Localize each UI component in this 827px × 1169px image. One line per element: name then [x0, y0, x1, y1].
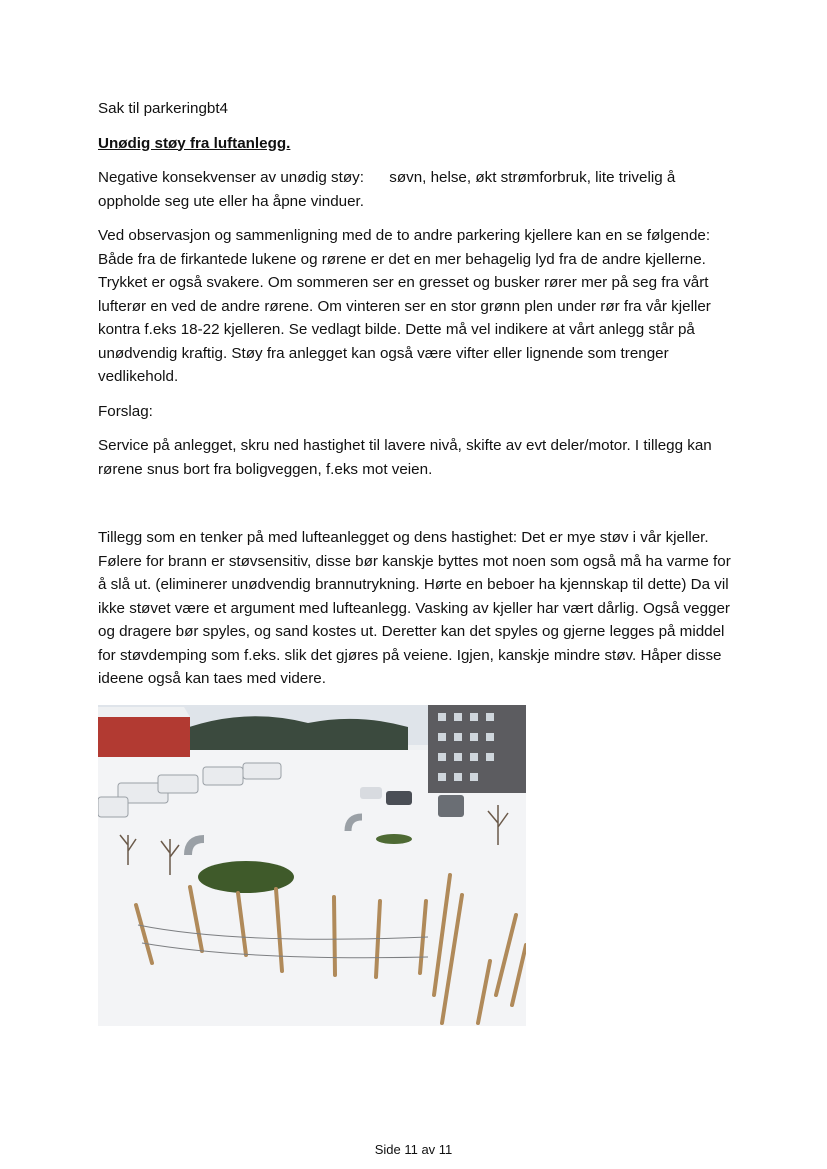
paragraph-observation: Ved observasjon og sammenligning med de to andre parkering kjellere kan en se følgende: Både fra de firkantede lukene og rørene er det en mer behagelig lyd fra de andre kjellerne. Trykket er også svakere. Om sommeren ser en gresset og busker rører mer på seg fra vårt lufterør en ved de andre rørene. Om vinteren ser en stor grønn plen under rør fra vår kjeller kontra f.eks 18-22 kjelleren. Se vedlagt bilde. Dette må vel indikere at vårt anlegg står på unødvendig kraftig. Støy fra anlegget kan også være vifter eller lignende som trenger vedlikehold. [98, 227, 711, 385]
page-number-footer: Side 11 av 11 [374, 1142, 453, 1157]
paragraph-consequences: Negative konsekvenser av unødig støy: søvn, helse, økt strømforbruk, lite trivelig å oppholde seg ute eller ha åpne vinduer. [98, 169, 680, 210]
snowy-courtyard-photo [98, 705, 526, 1026]
document-heading: Sak til parkeringbt4 [98, 100, 229, 117]
paragraph-proposal: Service på anlegget, skru ned hastighet til lavere nivå, skifte av evt deler/motor. I tillegg kan rørene snus bort fra boligveggen, f.eks mot veien. [98, 437, 712, 478]
photo-illustration [98, 705, 526, 1026]
paragraph-addendum: Tillegg som en tenker på med lufteanlegget og dens hastighet: Det er mye støv i vår kjeller. Følere for brann er støvsensitiv, disse bør kanskje byttes mot noen som også må ha varme for å slå ut. (eliminerer unødvendig brannutrykning. Hørte en beboer ha kjennskap til dette) Da vil ikke støvet være et argument med lufteanlegg. Vasking av kjeller har vært dårlig. Også vegger og dragere bør spyles, og sand kostes ut. Deretter kan det spyles og gjerne legges på middel for støvdemping som f.eks. slik det gjøres på veiene. Igjen, kanskje mindre støv. Håper disse ideene også kan taes med videre. [98, 529, 731, 687]
document-title: Unødig støy fra luftanlegg. [98, 134, 291, 152]
paragraph-proposal-label: Forslag: [98, 402, 153, 420]
document-body [98, 97, 738, 702]
